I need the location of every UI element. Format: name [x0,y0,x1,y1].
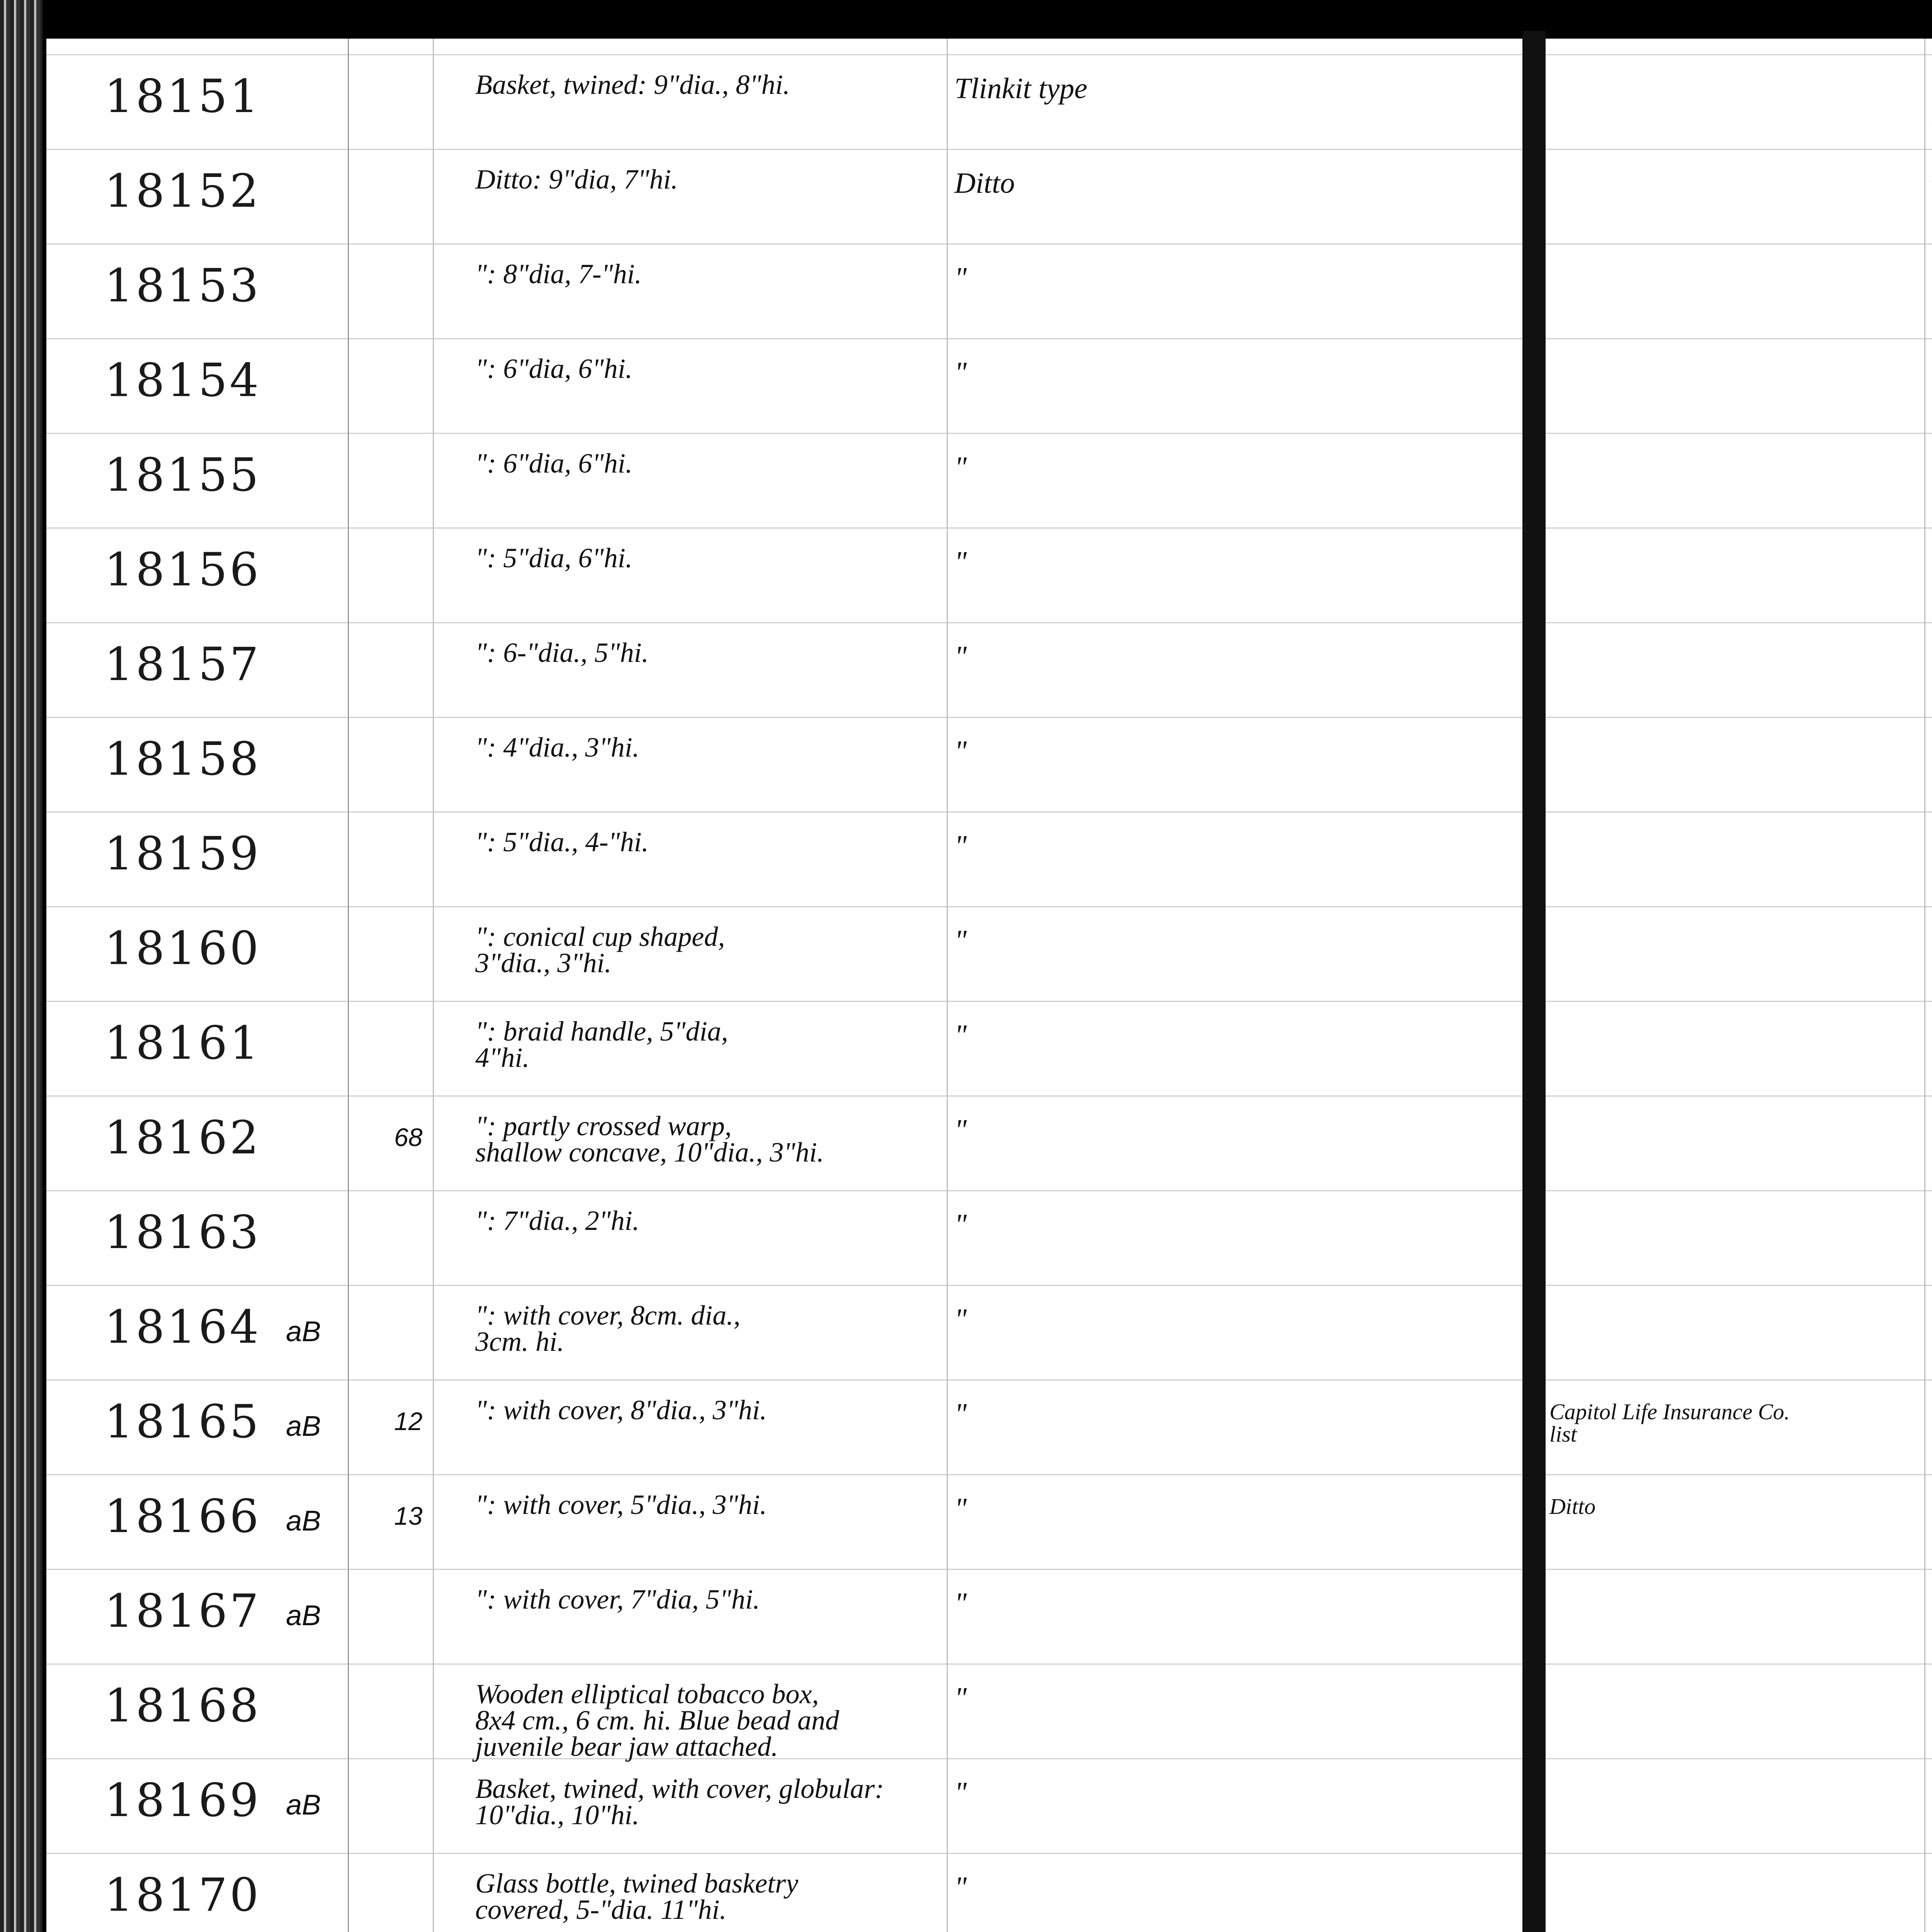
item-description: ": 7"dia., 2"hi. [475,1205,639,1236]
ledger-row [1546,811,1932,906]
source-entry: Ditto [1549,1494,1596,1519]
item-description: ": 6"dia, 6"hi. [475,353,633,384]
ledger-row [1546,622,1932,717]
ledger-row [46,1663,1522,1762]
ledger-row [46,1001,1522,1095]
ledger-row [1546,1663,1932,1758]
ledger-binding-edge [0,0,43,1932]
ledger-row [46,717,1522,811]
reference-number: 13 [394,1502,423,1530]
ledger-row [1546,717,1932,811]
catalog-suffix: aB [286,1789,321,1821]
ledger-row [1546,906,1932,1001]
item-description: ": with cover, 8cm. dia., 3cm. hi. [475,1300,741,1357]
reference-number: 12 [394,1407,423,1435]
culture-attribution: " [954,1776,967,1809]
item-description: ": partly crossed warp, shallow concave, 10"dia., 3"hi. [475,1111,824,1168]
ledger-row [1546,1285,1932,1379]
ledger-row [46,338,1522,433]
ledger-row [1546,1474,1932,1569]
ledger-row [46,433,1522,527]
item-description: ": 5"dia., 4-"hi. [475,827,649,857]
ledger-row [1546,1758,1932,1853]
catalog-number: 18164 [104,1300,261,1354]
source-entry: Capitol Life Insurance Co. list [1549,1399,1790,1447]
catalog-number: 18165 [104,1395,261,1448]
item-description: ": with cover, 5"dia., 3"hi. [475,1489,767,1520]
catalog-number: 18170 [104,1868,261,1922]
ledger-left-page [46,39,1522,1932]
culture-attribution: " [954,1492,967,1525]
catalog-number: 18157 [104,638,261,691]
culture-attribution: Tlinkit type [954,72,1088,105]
ledger-row [46,1190,1522,1285]
item-description: Glass bottle, twined basketry covered, 5-"dia. 11"hi. [475,1868,798,1925]
book-gutter [1522,31,1546,1932]
item-description: Wooden elliptical tobacco box, 8x4 cm., 6 cm. hi. Blue bead and juvenile bear jaw attached. [475,1679,839,1762]
culture-attribution: " [954,262,967,294]
culture-attribution: " [954,1682,967,1714]
catalog-suffix: aB [286,1599,321,1631]
ledger-right-page [1546,39,1932,1932]
ledger-row [46,1569,1522,1663]
ledger-row [1546,1853,1932,1932]
ledger-row [1546,1095,1932,1190]
culture-attribution: " [954,735,967,767]
item-description: ": conical cup shaped, 3"dia., 3"hi. [475,921,725,978]
ledger-row [1546,527,1932,622]
catalog-number: 18153 [104,259,261,312]
catalog-number: 18156 [104,543,261,596]
catalog-number: 18166 [104,1490,261,1543]
item-description: ": 4"dia., 3"hi. [475,732,639,763]
ledger-row [1546,1379,1932,1474]
item-description: Basket, twined, with cover, globular: 10"dia., 10"hi. [475,1773,884,1830]
catalog-number: 18168 [104,1679,261,1732]
item-description: Basket, twined: 9"dia., 8"hi. [475,69,790,100]
catalog-number: 18158 [104,732,261,786]
ledger-row [46,1095,1522,1190]
item-description: ": 6-"dia., 5"hi. [475,637,649,668]
ledger-row [1546,1569,1932,1663]
ledger-row [46,622,1522,717]
ledger-row [46,243,1522,338]
culture-attribution: " [954,1208,967,1241]
ledger-row [46,1285,1522,1379]
ledger-row [46,1758,1522,1853]
catalog-number: 18167 [104,1584,261,1638]
ledger-row [1546,149,1932,243]
culture-attribution: " [954,1114,967,1146]
ledger-row [1546,243,1932,338]
ledger-row [1546,1190,1932,1285]
ledger-row [1546,338,1932,433]
catalog-number: 18152 [104,164,261,218]
culture-attribution: " [954,546,967,578]
item-description: ": with cover, 8"dia., 3"hi. [475,1395,767,1425]
culture-attribution: " [954,1871,967,1903]
culture-attribution: " [954,451,967,483]
ledger-row [46,1853,1522,1932]
catalog-number: 18154 [104,354,261,407]
catalog-number: 18161 [104,1016,261,1070]
ledger-row [46,527,1522,622]
catalog-number: 18163 [104,1206,261,1259]
item-description: Ditto: 9"dia, 7"hi. [475,164,678,195]
ledger-row [1546,54,1932,149]
item-description: ": 6"dia, 6"hi. [475,448,633,479]
catalog-number: 18155 [104,448,261,502]
catalog-number: 18169 [104,1774,261,1827]
ledger-row [46,906,1522,1001]
culture-attribution: " [954,830,967,862]
catalog-number: 18151 [104,70,261,123]
item-description: ": 5"dia, 6"hi. [475,543,633,573]
reference-number: 68 [394,1123,423,1151]
ledger-row [1546,433,1932,527]
ledger-row [46,149,1522,243]
ledger-row [1546,1001,1932,1095]
culture-attribution: " [954,356,967,389]
item-description: ": with cover, 7"dia, 5"hi. [475,1584,760,1615]
culture-attribution: " [954,1398,967,1430]
catalog-number: 18162 [104,1111,261,1164]
culture-attribution: " [954,1019,967,1051]
ledger-row [46,54,1522,149]
catalog-number: 18160 [104,922,261,975]
catalog-suffix: aB [286,1315,321,1347]
catalog-suffix: aB [286,1410,321,1442]
culture-attribution: " [954,1587,967,1619]
item-description: ": braid handle, 5"dia, 4"hi. [475,1016,728,1073]
culture-attribution: " [954,1303,967,1335]
catalog-number: 18159 [104,827,261,880]
ledger-row [46,1474,1522,1569]
item-description: ": 8"dia, 7-"hi. [475,259,642,289]
ledger-row [46,1379,1522,1474]
culture-attribution: Ditto [954,167,1015,199]
catalog-suffix: aB [286,1505,321,1537]
culture-attribution: " [954,640,967,673]
culture-attribution: " [954,924,967,957]
ledger-row [46,811,1522,906]
